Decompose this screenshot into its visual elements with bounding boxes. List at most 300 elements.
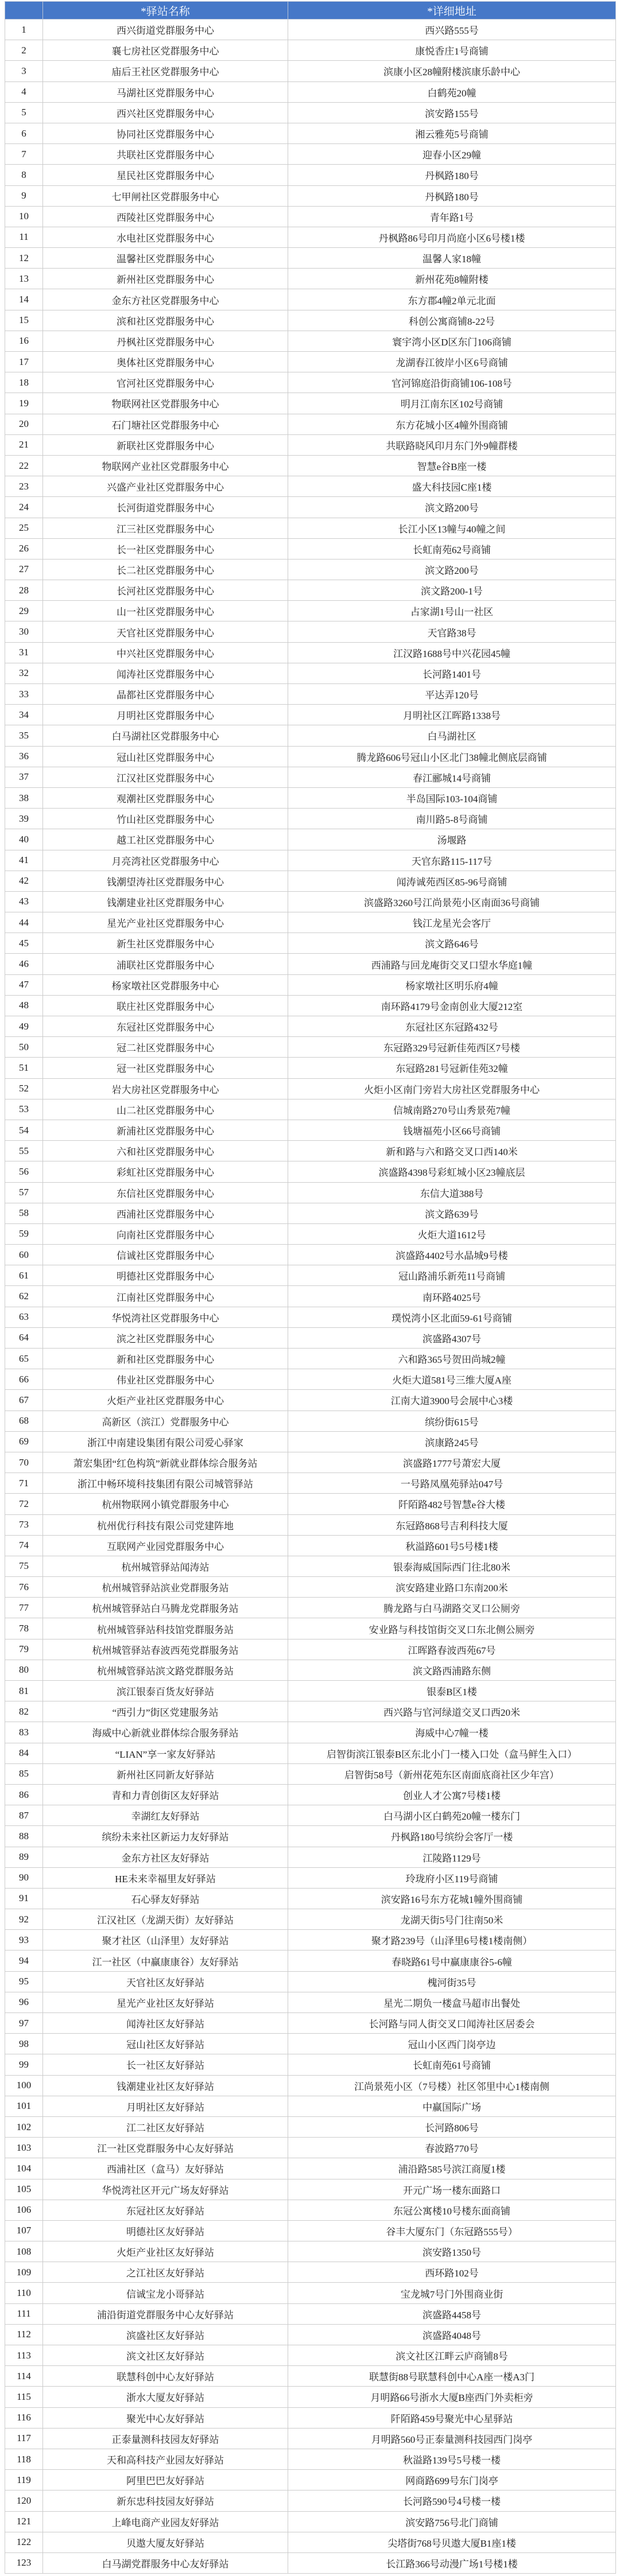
station-address-cell: 秋溢路139号5号楼一楼 xyxy=(288,2449,616,2469)
station-name-cell: 上峰电商产业园友好驿站 xyxy=(43,2511,288,2532)
station-name-cell: 火炬产业社区友好驿站 xyxy=(43,2241,288,2262)
row-index: 83 xyxy=(5,1722,43,1743)
table-row xyxy=(5,1598,616,1618)
station-address-cell: 钱塘福苑小区66号商铺 xyxy=(288,1120,616,1140)
station-address-cell: 秋溢路601号5号楼1楼 xyxy=(288,1535,616,1556)
station-name-cell: 杭州优行科技有限公司党建阵地 xyxy=(43,1514,288,1535)
row-index: 111 xyxy=(5,2303,43,2324)
station-name-cell: 冠二社区党群服务中心 xyxy=(43,1037,288,1058)
station-name-cell: 兴盛产业社区党群服务中心 xyxy=(43,476,288,497)
row-index: 15 xyxy=(5,310,43,331)
station-address-cell: 开元广场一楼东面路口 xyxy=(288,2179,616,2200)
station-name-cell: 观潮社区党群服务中心 xyxy=(43,787,288,808)
table-row xyxy=(5,248,616,269)
station-name-cell: 物联网社区党群服务中心 xyxy=(43,393,288,414)
row-index: 120 xyxy=(5,2490,43,2511)
table-row xyxy=(5,933,616,954)
station-address-cell: 春波路770号 xyxy=(288,2138,616,2158)
station-name-cell: 浙水大厦友好驿站 xyxy=(43,2387,288,2407)
station-name-cell: 山二社区党群服务中心 xyxy=(43,1099,288,1120)
station-address-cell: 腾龙路606号冠山小区北门38幢北侧底层商铺 xyxy=(288,746,616,767)
table-row xyxy=(5,20,616,40)
table-row xyxy=(5,269,616,289)
table-row xyxy=(5,787,616,808)
row-index: 74 xyxy=(5,1535,43,1556)
row-index: 44 xyxy=(5,912,43,933)
table-row xyxy=(5,1971,616,1992)
station-name-cell: 西浦社区（盒马）友好驿站 xyxy=(43,2158,288,2179)
station-address-cell: 火炬大道1612号 xyxy=(288,1223,616,1244)
station-address-cell: 江陵路1129号 xyxy=(288,1847,616,1867)
station-address-cell: 青年路1号 xyxy=(288,206,616,227)
row-index: 10 xyxy=(5,206,43,227)
station-address-cell: 江晖路春波西苑67号 xyxy=(288,1639,616,1660)
row-index: 54 xyxy=(5,1120,43,1140)
table-row xyxy=(5,2303,616,2324)
station-address-cell: 丹枫路86号印月尚庭小区6号楼1楼 xyxy=(288,227,616,247)
row-index: 58 xyxy=(5,1203,43,1223)
station-name-cell: 月明社区友好驿站 xyxy=(43,2096,288,2116)
row-index: 122 xyxy=(5,2532,43,2552)
station-name-cell: 冠山社区友好驿站 xyxy=(43,2034,288,2054)
station-name-cell: 互联网产业园党群服务中心 xyxy=(43,1535,288,1556)
station-address-cell: 丹枫路180号缤纷会客厅一楼 xyxy=(288,1826,616,1847)
row-index: 45 xyxy=(5,933,43,954)
station-address-cell: 冠山路浦乐新苑11号商铺 xyxy=(288,1265,616,1286)
station-name-cell: 白马湖党群服务中心友好驿站 xyxy=(43,2552,288,2573)
station-name-cell: 滨和社区党群服务中心 xyxy=(43,310,288,331)
station-name-cell: 新生社区党群服务中心 xyxy=(43,933,288,954)
row-index: 98 xyxy=(5,2034,43,2054)
row-index: 33 xyxy=(5,684,43,705)
station-name-cell: 六和社区党群服务中心 xyxy=(43,1141,288,1161)
station-address-cell: 官河锦庭沿街商铺106-108号 xyxy=(288,372,616,393)
row-index: 103 xyxy=(5,2138,43,2158)
station-address-cell: 天官东路115-117号 xyxy=(288,850,616,871)
row-index: 29 xyxy=(5,601,43,621)
table-row xyxy=(5,1161,616,1182)
table-row xyxy=(5,1369,616,1390)
row-index: 1 xyxy=(5,20,43,40)
station-address-cell: 白马湖社区 xyxy=(288,725,616,746)
row-index: 106 xyxy=(5,2200,43,2220)
table-row xyxy=(5,1826,616,1847)
station-name-cell: 伟业社区党群服务中心 xyxy=(43,1369,288,1390)
station-address-cell: 盛大科技园C座1楼 xyxy=(288,476,616,497)
station-name-cell: 金东方社区党群服务中心 xyxy=(43,289,288,310)
station-name-cell: 天官社区党群服务中心 xyxy=(43,621,288,642)
station-address-cell: 江南大道3900号会展中心3楼 xyxy=(288,1390,616,1411)
station-name-cell: 之江社区友好驿站 xyxy=(43,2262,288,2283)
station-name-cell: 西兴社区党群服务中心 xyxy=(43,102,288,123)
station-address-cell: 星光二期负一楼盒马超市出餐处 xyxy=(288,1992,616,2012)
table-row xyxy=(5,414,616,434)
table-row xyxy=(5,1078,616,1099)
station-name-cell: 庙后王社区党群服务中心 xyxy=(43,61,288,81)
table-row xyxy=(5,829,616,850)
station-name-cell: 阿里巴巴友好驿站 xyxy=(43,2470,288,2490)
station-address-cell: 一号路凤凰苑驿站047号 xyxy=(288,1473,616,1494)
table-row xyxy=(5,1265,616,1286)
table-row xyxy=(5,1556,616,1576)
table-row xyxy=(5,1660,616,1680)
station-name-cell: 闻涛社区党群服务中心 xyxy=(43,663,288,683)
table-row xyxy=(5,1681,616,1701)
table-row xyxy=(5,1784,616,1805)
station-name-cell: 聚光中心友好驿站 xyxy=(43,2407,288,2428)
station-name-cell: 江二社区友好驿站 xyxy=(43,2116,288,2137)
station-address-cell: 宝龙城7号门外围商业街 xyxy=(288,2283,616,2303)
station-address-cell: 长虹南苑61号商铺 xyxy=(288,2054,616,2075)
station-name-cell: 官河社区党群服务中心 xyxy=(43,372,288,393)
table-row xyxy=(5,850,616,871)
station-address-cell: 长河路590号4号楼一楼 xyxy=(288,2490,616,2511)
row-index: 40 xyxy=(5,829,43,850)
table-row xyxy=(5,2449,616,2469)
row-index: 93 xyxy=(5,1930,43,1951)
station-address-cell: 缤纷街615号 xyxy=(288,1411,616,1431)
row-index: 78 xyxy=(5,1618,43,1639)
table-row xyxy=(5,2034,616,2054)
table-row xyxy=(5,1639,616,1660)
table-row xyxy=(5,185,616,206)
station-address-cell: 滨康小区28幢附楼滨康乐龄中心 xyxy=(288,61,616,81)
table-row xyxy=(5,1473,616,1494)
station-name-cell: 物联网产业社区党群服务中心 xyxy=(43,455,288,476)
row-index: 100 xyxy=(5,2075,43,2096)
station-address-cell: 长河路806号 xyxy=(288,2116,616,2137)
station-name-cell: 浦沿街道党群服务中心友好驿站 xyxy=(43,2303,288,2324)
row-index: 38 xyxy=(5,787,43,808)
station-address-cell: 东方郡4幢2单元北面 xyxy=(288,289,616,310)
station-name-cell: 长河社区党群服务中心 xyxy=(43,580,288,601)
row-index: 8 xyxy=(5,165,43,185)
station-name-cell: 岩大房社区党群服务中心 xyxy=(43,1078,288,1099)
row-index: 90 xyxy=(5,1867,43,1888)
row-index: 121 xyxy=(5,2511,43,2532)
table-row xyxy=(5,1951,616,1971)
table-row xyxy=(5,725,616,746)
station-name-cell: 江汉社区党群服务中心 xyxy=(43,767,288,787)
station-address-cell: 长江路366号动漫广场1号楼1楼 xyxy=(288,2552,616,2573)
table-row xyxy=(5,1307,616,1327)
table-row xyxy=(5,2054,616,2075)
table-row xyxy=(5,40,616,61)
table-row xyxy=(5,1037,616,1058)
station-name-cell: 杭州城管驿站科技馆党群服务站 xyxy=(43,1618,288,1639)
station-address-cell: 腾龙路与白马湖路交叉口公厕旁 xyxy=(288,1598,616,1618)
station-name-cell: 长一社区党群服务中心 xyxy=(43,538,288,559)
station-name-cell: 石心驿友好驿站 xyxy=(43,1888,288,1909)
station-address-cell: 滨文路200-1号 xyxy=(288,580,616,601)
station-name-cell: 月明社区党群服务中心 xyxy=(43,705,288,725)
table-row xyxy=(5,227,616,247)
station-name-cell: 星光产业社区友好驿站 xyxy=(43,1992,288,2012)
row-index: 6 xyxy=(5,123,43,143)
station-name-cell: 贝遨大厦友好驿站 xyxy=(43,2532,288,2552)
table-row xyxy=(5,1909,616,1930)
table-row xyxy=(5,2138,616,2158)
station-address-cell: 聚才路239号（山泽里6号楼1楼南侧） xyxy=(288,1930,616,1951)
station-name-cell: 长一社区友好驿站 xyxy=(43,2054,288,2075)
station-address-cell: 滨文路639号 xyxy=(288,1203,616,1223)
station-name-cell: 浙江中畅环境科技集团有限公司城管驿站 xyxy=(43,1473,288,1494)
station-address-cell: 东冠公寓楼10号楼东面商铺 xyxy=(288,2200,616,2220)
row-index: 47 xyxy=(5,974,43,995)
row-index: 66 xyxy=(5,1369,43,1390)
table-row xyxy=(5,2387,616,2407)
station-name-cell: 明德社区党群服务中心 xyxy=(43,1265,288,1286)
station-name-cell: 东冠社区友好驿站 xyxy=(43,2200,288,2220)
table-row xyxy=(5,1141,616,1161)
row-index: 21 xyxy=(5,434,43,455)
table-row xyxy=(5,497,616,518)
row-index: 9 xyxy=(5,185,43,206)
table-row xyxy=(5,2532,616,2552)
station-address-cell: 西环路102号 xyxy=(288,2262,616,2283)
table-row xyxy=(5,2262,616,2283)
station-address-cell: 新和路与六和路交叉口西140米 xyxy=(288,1141,616,1161)
station-address-cell: 东冠路868号吉利科技大厦 xyxy=(288,1514,616,1535)
row-index: 87 xyxy=(5,1805,43,1826)
station-address-cell: 阡陌路482号智慧e谷大楼 xyxy=(288,1494,616,1514)
station-address-cell: 启智街滨江银泰B区东北小门一楼入口处（盒马鲜生入口） xyxy=(288,1743,616,1763)
table-row xyxy=(5,2158,616,2179)
station-name-cell: 白马湖社区党群服务中心 xyxy=(43,725,288,746)
row-index: 61 xyxy=(5,1265,43,1286)
row-index: 53 xyxy=(5,1099,43,1120)
station-address-cell: 东冠社区东冠路432号 xyxy=(288,1016,616,1037)
station-name-cell: “LIAN”享一家友好驿站 xyxy=(43,1743,288,1763)
table-row xyxy=(5,2511,616,2532)
row-index: 12 xyxy=(5,248,43,269)
station-address-cell: 联慧街88号联慧科创中心A座一楼A3门 xyxy=(288,2366,616,2387)
row-index: 13 xyxy=(5,269,43,289)
station-name-cell: 共联社区党群服务中心 xyxy=(43,144,288,165)
table-row xyxy=(5,2116,616,2137)
station-name-cell: 星民社区党群服务中心 xyxy=(43,165,288,185)
station-name-cell: 杭州城管驿站闻涛站 xyxy=(43,1556,288,1576)
row-index: 48 xyxy=(5,995,43,1016)
table-row xyxy=(5,372,616,393)
row-index: 112 xyxy=(5,2324,43,2345)
station-name-cell: 冠一社区党群服务中心 xyxy=(43,1058,288,1078)
table-row xyxy=(5,1245,616,1265)
table-row xyxy=(5,2283,616,2303)
row-index: 118 xyxy=(5,2449,43,2469)
row-index: 82 xyxy=(5,1701,43,1722)
station-name-cell: 江南社区党群服务中心 xyxy=(43,1286,288,1307)
table-row xyxy=(5,81,616,102)
station-address-cell: 滨安路16号东方花城1幢外围商铺 xyxy=(288,1888,616,1909)
station-name-cell: 缤纷未来社区新运力友好驿站 xyxy=(43,1826,288,1847)
station-address-cell: 康悦香庄1号商铺 xyxy=(288,40,616,61)
table-row xyxy=(5,1099,616,1120)
row-index: 62 xyxy=(5,1286,43,1307)
station-name-cell: 钱潮建业社区党群服务中心 xyxy=(43,891,288,912)
table-row xyxy=(5,1867,616,1888)
table-row xyxy=(5,1120,616,1140)
row-index: 18 xyxy=(5,372,43,393)
station-name-cell: 钱潮建业社区友好驿站 xyxy=(43,2075,288,2096)
station-name-cell: 聚才社区（山泽里）友好驿站 xyxy=(43,1930,288,1951)
station-address-cell: 火炬大道581号三维大厦A座 xyxy=(288,1369,616,1390)
station-name-cell: 明德社区友好驿站 xyxy=(43,2220,288,2241)
station-address-cell: 西兴路与官河绿道交叉口西20米 xyxy=(288,1701,616,1722)
station-name-cell: HE未来幸福里友好驿站 xyxy=(43,1867,288,1888)
column-header-station-name: *驿站名称 xyxy=(43,2,288,20)
station-address-cell: 安业路与科技馆街交叉口东北侧公厕旁 xyxy=(288,1618,616,1639)
station-address-cell: 槐河街35号 xyxy=(288,1971,616,1992)
station-address-cell: 东冠路281号冠新佳苑32幢 xyxy=(288,1058,616,1078)
station-name-cell: 江一社区（中赢康康谷）友好驿站 xyxy=(43,1951,288,1971)
station-name-cell: 正泰量测科技园友好驿站 xyxy=(43,2428,288,2449)
table-row xyxy=(5,1494,616,1514)
row-index: 25 xyxy=(5,518,43,538)
station-address-cell: 滨盛路1777号萧宏大厦 xyxy=(288,1452,616,1472)
station-address-cell: 滨盛路4307号 xyxy=(288,1327,616,1348)
row-index: 23 xyxy=(5,476,43,497)
station-name-cell: 长河街道党群服务中心 xyxy=(43,497,288,518)
row-index: 116 xyxy=(5,2407,43,2428)
row-index: 30 xyxy=(5,621,43,642)
station-name-cell: 新和社区党群服务中心 xyxy=(43,1349,288,1369)
table-row xyxy=(5,809,616,829)
row-index: 57 xyxy=(5,1182,43,1203)
station-name-cell: 萧宏集团“红色构筑”新就业群体综合服务站 xyxy=(43,1452,288,1472)
station-address-cell: 汤堰路 xyxy=(288,829,616,850)
row-index: 7 xyxy=(5,144,43,165)
table-row xyxy=(5,123,616,143)
table-row xyxy=(5,289,616,310)
table-row xyxy=(5,1182,616,1203)
station-name-cell: 竹山社区党群服务中心 xyxy=(43,809,288,829)
station-address-cell: 滨安路1350号 xyxy=(288,2241,616,2262)
station-name-cell: 联庄社区党群服务中心 xyxy=(43,995,288,1016)
station-address-cell: 钱江龙星光会客厅 xyxy=(288,912,616,933)
station-name-cell: 滨之社区党群服务中心 xyxy=(43,1327,288,1348)
station-address-cell: 冠山小区西门岗亭边 xyxy=(288,2034,616,2054)
table-row xyxy=(5,206,616,227)
table-row xyxy=(5,1327,616,1348)
station-name-cell: 石门塘社区党群服务中心 xyxy=(43,414,288,434)
station-address-cell: 滨盛路4048号 xyxy=(288,2324,616,2345)
table-row xyxy=(5,1577,616,1598)
station-address-cell: 龙湖天街5号门往南50米 xyxy=(288,1909,616,1930)
row-index: 46 xyxy=(5,954,43,974)
row-index: 59 xyxy=(5,1223,43,1244)
station-name-cell: 滨文社区友好驿站 xyxy=(43,2345,288,2366)
row-index: 4 xyxy=(5,81,43,102)
table-row xyxy=(5,974,616,995)
table-row xyxy=(5,2366,616,2387)
station-address-cell: 半岛国际103-104商铺 xyxy=(288,787,616,808)
station-address-cell: 滨盛路4402号水晶城9号楼 xyxy=(288,1245,616,1265)
station-address-cell: 长江小区13幢与40幢之间 xyxy=(288,518,616,538)
row-index: 119 xyxy=(5,2470,43,2490)
row-index: 114 xyxy=(5,2366,43,2387)
station-name-cell: 山一社区党群服务中心 xyxy=(43,601,288,621)
station-name-cell: 钱潮望涛社区党群服务中心 xyxy=(43,871,288,891)
table-row xyxy=(5,601,616,621)
row-index: 77 xyxy=(5,1598,43,1618)
station-name-cell: 杭州城管驿站滨文路党群服务站 xyxy=(43,1660,288,1680)
table-row xyxy=(5,165,616,185)
table-row xyxy=(5,2470,616,2490)
station-address-cell: 杨家墩社区明乐府4幢 xyxy=(288,974,616,995)
row-index: 65 xyxy=(5,1349,43,1369)
station-name-cell: 协同社区党群服务中心 xyxy=(43,123,288,143)
table-row xyxy=(5,2220,616,2241)
station-name-cell: 滨江银泰百货友好驿站 xyxy=(43,1681,288,1701)
row-index: 16 xyxy=(5,331,43,351)
station-address-cell: 科创公寓商铺8-22号 xyxy=(288,310,616,331)
station-name-cell: 越工社区党群服务中心 xyxy=(43,829,288,850)
station-name-cell: 金东方社区友好驿站 xyxy=(43,1847,288,1867)
row-index: 56 xyxy=(5,1161,43,1182)
row-index: 96 xyxy=(5,1992,43,2012)
table-row xyxy=(5,767,616,787)
table-row xyxy=(5,476,616,497)
table-row xyxy=(5,1223,616,1244)
row-index: 52 xyxy=(5,1078,43,1099)
station-address-cell: 滨文社区江畔云庐商铺8号 xyxy=(288,2345,616,2366)
station-name-cell: 马湖社区党群服务中心 xyxy=(43,81,288,102)
row-index: 27 xyxy=(5,559,43,580)
station-name-cell: 浙江中南建设集团有限公司爱心驿家 xyxy=(43,1431,288,1452)
station-address-cell: 阡陌路459号聚光中心星驿站 xyxy=(288,2407,616,2428)
table-row xyxy=(5,310,616,331)
table-row xyxy=(5,2324,616,2345)
station-name-cell: 向南社区党群服务中心 xyxy=(43,1223,288,1244)
station-address-cell: 火炬小区南门旁岩大房社区党群服务中心 xyxy=(288,1078,616,1099)
row-index: 79 xyxy=(5,1639,43,1660)
station-address-cell: 东冠路329号冠新佳苑西区7号楼 xyxy=(288,1037,616,1058)
row-index: 95 xyxy=(5,1971,43,1992)
station-address-cell: 尖塔街768号贝遨大厦B1座1楼 xyxy=(288,2532,616,2552)
table-row xyxy=(5,2345,616,2366)
row-index: 69 xyxy=(5,1431,43,1452)
table-row xyxy=(5,995,616,1016)
row-index: 104 xyxy=(5,2158,43,2179)
station-name-cell: 新东忠科技园友好驿站 xyxy=(43,2490,288,2511)
station-name-cell: 杭州城管驿站白马腾龙党群服务站 xyxy=(43,1598,288,1618)
station-address-cell: 平达弄120号 xyxy=(288,684,616,705)
station-address-cell: 银泰海威国际西门往北80米 xyxy=(288,1556,616,1576)
station-name-cell: 温馨社区党群服务中心 xyxy=(43,248,288,269)
row-index: 75 xyxy=(5,1556,43,1576)
table-row xyxy=(5,61,616,81)
row-index: 43 xyxy=(5,891,43,912)
table-row xyxy=(5,2075,616,2096)
station-address-cell: 占家湖1号山一社区 xyxy=(288,601,616,621)
table-row xyxy=(5,871,616,891)
station-address-cell: 月明路560号正泰量测科技园西门岗亭 xyxy=(288,2428,616,2449)
station-name-cell: 青和力青创街区友好驿站 xyxy=(43,1784,288,1805)
row-index: 22 xyxy=(5,455,43,476)
station-address-cell: 龙湖春江彼岸小区6号商铺 xyxy=(288,352,616,372)
station-address-cell: 滨文路西浦路东侧 xyxy=(288,1660,616,1680)
table-row xyxy=(5,746,616,767)
row-index: 72 xyxy=(5,1494,43,1514)
station-address-cell: 网商路699号东门岗亭 xyxy=(288,2470,616,2490)
station-address-cell: 滨盛路4458号 xyxy=(288,2303,616,2324)
station-name-cell: 信诚社区党群服务中心 xyxy=(43,1245,288,1265)
column-header-index xyxy=(5,2,43,20)
table-row xyxy=(5,2241,616,2262)
station-name-cell: 杭州物联网小镇党群服务中心 xyxy=(43,1494,288,1514)
station-address-cell: 智慧e谷B座一楼 xyxy=(288,455,616,476)
